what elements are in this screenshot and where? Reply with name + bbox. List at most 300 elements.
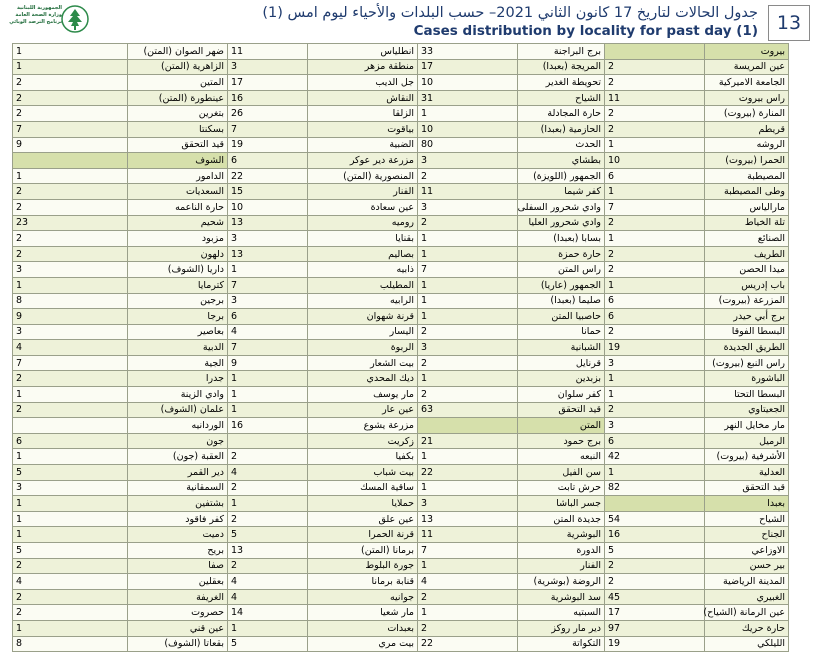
locality-name-cell: قيد التحقق [705, 480, 789, 496]
locality-name-cell: الزاهرية (المتن) [128, 59, 228, 75]
case-count-cell: 7 [228, 340, 308, 356]
locality-name-cell: بيت مري [308, 636, 418, 652]
table-row [13, 59, 789, 75]
locality-name-cell: الباشورة [705, 371, 789, 387]
case-count-cell: 1 [418, 309, 518, 325]
locality-name-cell: برمانا (المتن) [308, 543, 418, 559]
case-count-cell: 26 [228, 106, 308, 122]
locality-name-cell: برج حمود [518, 433, 605, 449]
case-count-cell: 3 [13, 324, 128, 340]
case-count-cell: 1 [418, 246, 518, 262]
case-count-cell: 2 [13, 231, 128, 247]
case-count-cell: 1 [13, 387, 128, 403]
case-count-cell: 1 [605, 184, 705, 200]
table-row [13, 199, 789, 215]
locality-name-cell: منطقة مزهر [308, 59, 418, 75]
locality-name-cell: السعديات [128, 184, 228, 200]
case-count-cell: 22 [418, 465, 518, 481]
locality-name-cell: قرنة شهوان [308, 309, 418, 325]
case-count-cell: 1 [13, 496, 128, 512]
table-row [13, 355, 789, 371]
locality-name-cell: المتين [128, 75, 228, 91]
case-count-cell: 2 [605, 262, 705, 278]
case-count-cell: 6 [605, 293, 705, 309]
locality-name-cell: صفا [128, 558, 228, 574]
locality-name-cell: الجمهور (عاريا) [518, 277, 605, 293]
case-count-cell: 45 [605, 589, 705, 605]
locality-name-cell: سد البوشرية [518, 589, 605, 605]
locality-name-cell: المطيلب [308, 277, 418, 293]
case-count-cell: 6 [13, 433, 128, 449]
locality-name-cell: بيت شباب [308, 465, 418, 481]
table-row [13, 246, 789, 262]
case-count-cell: 1 [605, 277, 705, 293]
table-row [13, 106, 789, 122]
table-row [13, 309, 789, 325]
locality-name-cell: الشياح [518, 90, 605, 106]
case-count-cell: 1 [13, 527, 128, 543]
case-count-cell: 1 [228, 620, 308, 636]
case-count-cell: 8 [13, 636, 128, 652]
case-count-cell: 3 [605, 418, 705, 434]
table-row [13, 262, 789, 278]
locality-name-cell: الربوة [308, 340, 418, 356]
locality-name-cell: مار مخايل النهر [705, 418, 789, 434]
case-count-cell: 2 [605, 59, 705, 75]
locality-name-cell: دميت [128, 527, 228, 543]
table-row [13, 137, 789, 153]
table-row [13, 121, 789, 137]
case-count-cell: 2 [13, 106, 128, 122]
logo-line: برنامج الترصد الوبائي [9, 19, 62, 25]
locality-name-cell: السمقانية [128, 480, 228, 496]
locality-name-cell: جون [128, 433, 228, 449]
table-row [13, 231, 789, 247]
case-count-cell: 1 [418, 277, 518, 293]
case-count-cell: 2 [13, 184, 128, 200]
case-count-cell: 1 [13, 277, 128, 293]
locality-name-cell: الرابيه [308, 293, 418, 309]
locality-name-cell: بقعاتا (الشوف) [128, 636, 228, 652]
locality-name-cell: عين علق [308, 511, 418, 527]
locality-name-cell: كفر سلوان [518, 387, 605, 403]
locality-name-cell: علمان (الشوف) [128, 402, 228, 418]
locality-name-cell: المدينة الرياضية [705, 574, 789, 590]
case-count-cell: 4 [228, 574, 308, 590]
table-row [13, 558, 789, 574]
case-count-cell: 19 [605, 636, 705, 652]
locality-name-cell: الشبانية [518, 340, 605, 356]
locality-name-cell: ضهر الصوان (المتن) [128, 44, 228, 60]
case-count-cell: 2 [228, 449, 308, 465]
case-count-cell: 11 [418, 527, 518, 543]
case-count-cell: 42 [605, 449, 705, 465]
locality-name-cell: الزلقا [308, 106, 418, 122]
case-count-cell: 1 [605, 387, 705, 403]
district-header-cell: الشوف [128, 153, 228, 169]
case-count-cell: 2 [13, 75, 128, 91]
case-count-cell: 2 [13, 371, 128, 387]
case-count-cell: 11 [418, 184, 518, 200]
locality-name-cell: دير القمر [128, 465, 228, 481]
table-row [13, 340, 789, 356]
case-count-cell [418, 418, 518, 434]
case-count-cell: 2 [228, 511, 308, 527]
locality-name-cell: دلهون [128, 246, 228, 262]
page-title-english: Cases distribution by locality for past day (1) [413, 23, 758, 39]
case-count-cell: 13 [228, 246, 308, 262]
case-count-cell: 4 [228, 589, 308, 605]
locality-name-cell: ميدا الحصن [705, 262, 789, 278]
case-count-cell: 2 [13, 589, 128, 605]
case-count-cell: 21 [418, 433, 518, 449]
case-count-cell: 7 [228, 121, 308, 137]
locality-name-cell: بريح [128, 543, 228, 559]
case-count-cell: 8 [13, 293, 128, 309]
table-row [13, 449, 789, 465]
table-row [13, 371, 789, 387]
locality-name-cell: جدرا [128, 371, 228, 387]
case-count-cell: 5 [13, 465, 128, 481]
case-count-cell: 3 [418, 496, 518, 512]
locality-name-cell: بياقوت [308, 121, 418, 137]
locality-name-cell: المريجة (بعبدا) [518, 59, 605, 75]
table-row [13, 636, 789, 652]
locality-name-cell: كفر فاقود [128, 511, 228, 527]
locality-name-cell: حملايا [308, 496, 418, 512]
locality-name-cell: المنصورية (المتن) [308, 168, 418, 184]
locality-name-cell: داريا (الشوف) [128, 262, 228, 278]
table-row [13, 277, 789, 293]
locality-name-cell: المزرعة (بيروت) [705, 293, 789, 309]
locality-name-cell: الجعيتاوي [705, 402, 789, 418]
case-count-cell: 2 [418, 589, 518, 605]
case-count-cell: 4 [228, 465, 308, 481]
case-count-cell: 10 [228, 199, 308, 215]
locality-name-cell: الشياح [705, 511, 789, 527]
locality-name-cell: وطى المصيطبة [705, 184, 789, 200]
case-count-cell: 82 [605, 480, 705, 496]
locality-name-cell: تحويطة الغدير [518, 75, 605, 91]
case-count-cell: 9 [228, 355, 308, 371]
case-count-cell: 6 [605, 309, 705, 325]
table-row [13, 324, 789, 340]
case-count-cell: 1 [605, 465, 705, 481]
locality-name-cell: جديدة المتن [518, 511, 605, 527]
table-row [13, 543, 789, 559]
case-count-cell: 2 [228, 558, 308, 574]
case-count-cell: 1 [418, 371, 518, 387]
case-count-cell: 2 [605, 75, 705, 91]
table-row [13, 44, 789, 60]
case-count-cell: 3 [228, 293, 308, 309]
locality-name-cell: الاوزاعي [705, 543, 789, 559]
case-count-cell: 7 [13, 121, 128, 137]
case-count-cell: 1 [418, 231, 518, 247]
locality-name-cell: راس النبع (بيروت) [705, 355, 789, 371]
locality-name-cell: باب إدريس [705, 277, 789, 293]
locality-name-cell: المصيطبة [705, 168, 789, 184]
case-count-cell: 1 [418, 480, 518, 496]
table-row [13, 480, 789, 496]
case-count-cell: 1 [228, 387, 308, 403]
case-count-cell: 13 [228, 215, 308, 231]
ministry-logo-text [6, 5, 62, 26]
locality-name-cell: عين عار [308, 402, 418, 418]
case-count-cell: 1 [418, 605, 518, 621]
cedar-icon [60, 4, 90, 34]
locality-name-cell: جورة البلوط [308, 558, 418, 574]
case-count-cell: 2 [605, 121, 705, 137]
slide-number: 13 [768, 5, 810, 41]
locality-name-cell: بطشاي [518, 153, 605, 169]
case-count-cell: 13 [418, 511, 518, 527]
locality-name-cell: الروشه [705, 137, 789, 153]
case-count-cell: 7 [13, 355, 128, 371]
case-count-cell: 2 [418, 168, 518, 184]
case-count-cell: 6 [605, 433, 705, 449]
locality-name-cell: قريطم [705, 121, 789, 137]
locality-name-cell: زكريت [308, 433, 418, 449]
locality-name-cell: الجامعة الاميركية [705, 75, 789, 91]
locality-name-cell: قرنة الحمرا [308, 527, 418, 543]
locality-name-cell: الأشرفية (بيروت) [705, 449, 789, 465]
locality-name-cell: حارة المجادلة [518, 106, 605, 122]
locality-name-cell: الحازمية (بعبدا) [518, 121, 605, 137]
district-header-cell: بعبدا [705, 496, 789, 512]
case-count-cell: 17 [228, 75, 308, 91]
locality-name-cell: ذابيه [308, 262, 418, 278]
case-count-cell: 2 [13, 605, 128, 621]
locality-name-cell: بكفيا [308, 449, 418, 465]
locality-name-cell: عين الرمانة (الشياح) [705, 605, 789, 621]
case-count-cell: 11 [605, 90, 705, 106]
case-count-cell [13, 418, 128, 434]
locality-name-cell: بعبدات [308, 620, 418, 636]
table-row [13, 387, 789, 403]
case-count-cell: 5 [13, 543, 128, 559]
case-count-cell: 1 [13, 168, 128, 184]
logo-line: وزارة الصحة العامة [15, 12, 62, 18]
case-count-cell: 1 [605, 137, 705, 153]
case-count-cell: 97 [605, 620, 705, 636]
case-count-cell: 2 [605, 574, 705, 590]
case-count-cell: 31 [418, 90, 518, 106]
case-count-cell: 14 [228, 605, 308, 621]
table-row [13, 433, 789, 449]
locality-name-cell: السبتيه [518, 605, 605, 621]
case-count-cell: 1 [418, 293, 518, 309]
locality-name-cell: عين المريسة [705, 59, 789, 75]
cases-table-body [13, 44, 789, 652]
table-row [13, 293, 789, 309]
page-title-arabic: جدول الحالات لتاريخ 17 كانون الثاني 2021– حسب البلدات والأحياء ليوم امس (1) [262, 5, 758, 21]
locality-name-cell: مزبود [128, 231, 228, 247]
case-count-cell: 19 [605, 340, 705, 356]
locality-name-cell: البسطا التحتا [705, 387, 789, 403]
locality-name-cell: النقاش [308, 90, 418, 106]
locality-name-cell: وادي شحرور السفلى [518, 199, 605, 215]
case-count-cell: 3 [418, 153, 518, 169]
case-count-cell: 2 [13, 90, 128, 106]
locality-name-cell: روميه [308, 215, 418, 231]
locality-name-cell: قنابة برمانا [308, 574, 418, 590]
case-count-cell: 2 [418, 387, 518, 403]
case-count-cell: 10 [605, 153, 705, 169]
locality-name-cell: قيد التحقق [128, 137, 228, 153]
locality-name-cell: عين قني [128, 620, 228, 636]
case-count-cell: 16 [605, 527, 705, 543]
table-row [13, 589, 789, 605]
locality-name-cell: الوردانيه [128, 418, 228, 434]
locality-name-cell: راس بيروت [705, 90, 789, 106]
locality-name-cell: الفنار [308, 184, 418, 200]
case-count-cell: 17 [418, 59, 518, 75]
case-count-cell: 6 [228, 153, 308, 169]
locality-name-cell: الحمرا (بيروت) [705, 153, 789, 169]
locality-name-cell: حرش تابت [518, 480, 605, 496]
locality-name-cell: ديك المحدي [308, 371, 418, 387]
locality-name-cell: قرنايل [518, 355, 605, 371]
case-count-cell: 63 [418, 402, 518, 418]
locality-name-cell: النبعه [518, 449, 605, 465]
case-count-cell: 15 [228, 184, 308, 200]
case-count-cell: 1 [418, 558, 518, 574]
table-row [13, 402, 789, 418]
case-count-cell: 19 [228, 137, 308, 153]
case-count-cell: 2 [13, 402, 128, 418]
case-count-cell: 4 [13, 574, 128, 590]
case-count-cell: 1 [228, 496, 308, 512]
case-count-cell: 1 [13, 449, 128, 465]
case-count-cell: 4 [228, 324, 308, 340]
locality-name-cell: كفر شيما [518, 184, 605, 200]
table-row [13, 418, 789, 434]
locality-name-cell: الطريق الجديدة [705, 340, 789, 356]
locality-name-cell: بشتفين [128, 496, 228, 512]
table-row [13, 168, 789, 184]
case-count-cell: 3 [228, 59, 308, 75]
case-count-cell: 1 [13, 511, 128, 527]
case-count-cell: 2 [13, 246, 128, 262]
case-count-cell: 10 [418, 121, 518, 137]
locality-name-cell: برج أبي حيدر [705, 309, 789, 325]
locality-name-cell: وادي الزينة [128, 387, 228, 403]
locality-name-cell: برج البراجنة [518, 44, 605, 60]
locality-name-cell: الفنار [518, 558, 605, 574]
locality-name-cell: الغريفة [128, 589, 228, 605]
locality-name-cell: الروضة (بوشرية) [518, 574, 605, 590]
case-count-cell: 3 [605, 355, 705, 371]
case-count-cell: 2 [418, 355, 518, 371]
case-count-cell: 1 [13, 620, 128, 636]
case-count-cell: 2 [418, 324, 518, 340]
locality-name-cell: العقبة (جون) [128, 449, 228, 465]
locality-name-cell: عينطورة (المتن) [128, 90, 228, 106]
locality-name-cell: حارة حريك [705, 620, 789, 636]
case-count-cell [13, 153, 128, 169]
locality-name-cell: حصروت [128, 605, 228, 621]
case-count-cell: 22 [418, 636, 518, 652]
locality-name-cell: الصنائع [705, 231, 789, 247]
case-count-cell: 3 [13, 262, 128, 278]
locality-name-cell: برجين [128, 293, 228, 309]
case-count-cell: 16 [228, 90, 308, 106]
case-count-cell: 4 [418, 574, 518, 590]
locality-name-cell: مار شعيا [308, 605, 418, 621]
table-row [13, 574, 789, 590]
case-count-cell: 1 [228, 371, 308, 387]
table-row [13, 465, 789, 481]
case-count-cell: 3 [13, 480, 128, 496]
case-count-cell: 5 [605, 543, 705, 559]
locality-name-cell: بزبدين [518, 371, 605, 387]
case-count-cell: 3 [228, 231, 308, 247]
case-count-cell: 1 [228, 262, 308, 278]
locality-name-cell: العدلية [705, 465, 789, 481]
case-count-cell: 1 [418, 449, 518, 465]
locality-name-cell: شحيم [128, 215, 228, 231]
case-count-cell: 2 [605, 246, 705, 262]
locality-name-cell: مزرعة يشوع [308, 418, 418, 434]
case-count-cell: 10 [418, 75, 518, 91]
locality-name-cell: بتغرين [128, 106, 228, 122]
locality-name-cell: الجمهور (اللويزة) [518, 168, 605, 184]
locality-name-cell: الدبية [128, 340, 228, 356]
locality-name-cell: برجا [128, 309, 228, 325]
locality-name-cell: جسر الباشا [518, 496, 605, 512]
locality-name-cell: سن الفيل [518, 465, 605, 481]
case-count-cell: 2 [605, 558, 705, 574]
case-count-cell [228, 433, 308, 449]
locality-name-cell: وادي شحرور العليا [518, 215, 605, 231]
locality-name-cell: راس المتن [518, 262, 605, 278]
locality-name-cell: الطريف [705, 246, 789, 262]
locality-name-cell: الليلكي [705, 636, 789, 652]
locality-name-cell: بسابا (بعبدا) [518, 231, 605, 247]
case-count-cell: 16 [228, 418, 308, 434]
case-count-cell: 2 [13, 558, 128, 574]
case-count-cell: 13 [228, 543, 308, 559]
table-row [13, 153, 789, 169]
table-row [13, 215, 789, 231]
case-count-cell: 11 [228, 44, 308, 60]
locality-name-cell: حاصبيا المتن [518, 309, 605, 325]
case-count-cell: 2 [418, 620, 518, 636]
table-row [13, 511, 789, 527]
locality-name-cell: جوانيه [308, 589, 418, 605]
locality-name-cell: بقنايا [308, 231, 418, 247]
case-count-cell [605, 44, 705, 60]
locality-name-cell: بير حسن [705, 558, 789, 574]
locality-name-cell: بعاصير [128, 324, 228, 340]
case-count-cell: 4 [13, 340, 128, 356]
locality-name-cell: الرميل [705, 433, 789, 449]
locality-name-cell: الغبيري [705, 589, 789, 605]
locality-name-cell: حارة حمزة [518, 246, 605, 262]
case-count-cell: 23 [13, 215, 128, 231]
table-row [13, 605, 789, 621]
locality-name-cell: مار يوسف [308, 387, 418, 403]
logo-line: الجمهورية اللبنانية [16, 5, 62, 11]
case-count-cell: 7 [605, 199, 705, 215]
locality-name-cell: انطلياس [308, 44, 418, 60]
locality-name-cell: عين سعادة [308, 199, 418, 215]
locality-name-cell: قيد التحقق [518, 402, 605, 418]
locality-name-cell: ساقية المسك [308, 480, 418, 496]
case-count-cell: 2 [228, 480, 308, 496]
locality-name-cell: بيت الشعار [308, 355, 418, 371]
